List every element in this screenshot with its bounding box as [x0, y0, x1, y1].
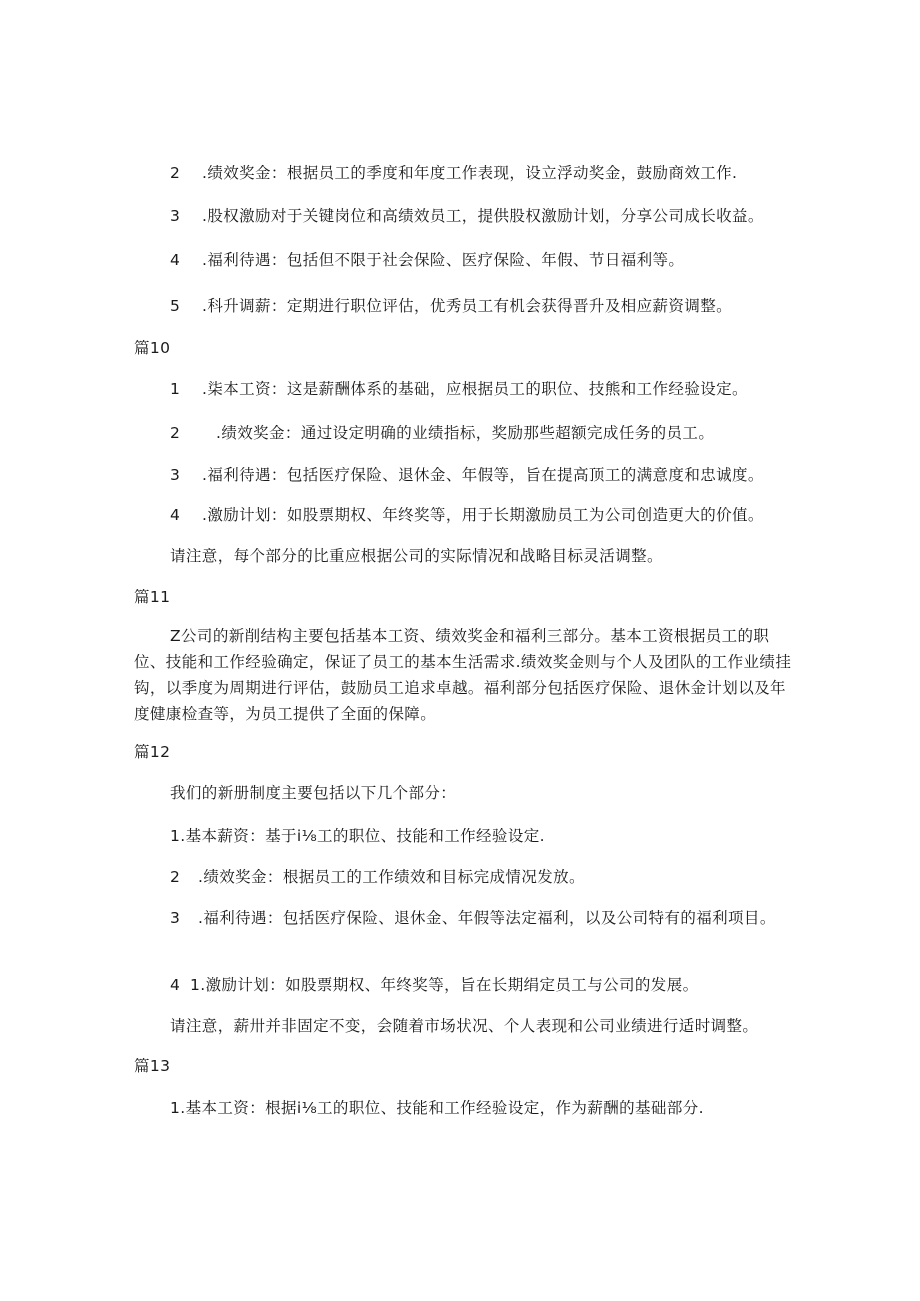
list-item: 4 .激励计划：如股票期权、年终奖等，用于长期激励员工为公司创造更大的价值。: [170, 506, 764, 524]
list-item: 5 .科升调薪：定期进行职位评估，优秀员工有机会获得晋升及相应薪资调整。: [170, 297, 733, 315]
list-item: 1 .柒本工资：这是薪酬体系的基础，应根据员工的职位、技熊和工作经验设定。: [170, 380, 748, 398]
note-text: 请注意，薪卅并非固定不变，会随着市场状况、个人表现和公司业绩进行适时调整。: [170, 1017, 759, 1035]
section-heading: 篇11: [134, 588, 171, 606]
section-heading: 篇12: [134, 743, 171, 761]
list-item: 2 .绩效奖金：根据员工的季度和年度工作表现，设立浮动奖金，鼓励商效工作.: [170, 164, 738, 182]
list-item: 3 .股权激励对于关键岗位和高绩效员工，提供股权激励计划，分享公司成长收益。: [170, 207, 764, 225]
list-item: 4 .福利待遇：包括但不限于社会保险、医疗保险、年假、节日福利等。: [170, 251, 685, 269]
section-heading: 篇13: [134, 1057, 171, 1075]
list-item: 3 .福利待遇：包括医疗保险、退休金、年假等，旨在提高顶工的满意度和忠诚度。: [170, 466, 764, 484]
intro-text: 我们的新册制度主要包括以下几个部分：: [170, 784, 457, 802]
note-text: 请注意，每个部分的比重应根据公司的实际情况和战略目标灵活调整。: [170, 547, 663, 565]
list-item: 2 .绩效奖金：通过设定明确的业绩指标，奖励那些超额完成任务的员工。: [170, 424, 715, 442]
list-item: 1.基本工资：根据i⅛工的职位、技能和工作经验设定，作为薪酬的基础部分.: [170, 1099, 704, 1117]
list-item: 3 .福利待遇：包括医疗保险、退休金、年假等法定福利，以及公司特有的福利项目。: [170, 909, 776, 927]
paragraph: Z公司的新削结构主要包括基本工资、绩效奖金和福利三部分。基本工资根据员工的职位、技能和工作经验确定，保证了员工的基本生活需求.绩效奖金则与个人及团队的工作业绩挂钩，以季度为周期进行评估，鼓励员工追求卓越。福利部分包括医疗保险、退休金计划以及年度健康检查等，为员工提供了全面的保障。: [134, 627, 792, 723]
list-item: 4 1.激励计划：如股票期权、年终奖等，旨在长期绢定员工与公司的发展。: [170, 976, 699, 994]
list-item: 1.基本薪资：基于i⅛工的职位、技能和工作经验设定.: [170, 827, 545, 845]
list-item: 2 .绩效奖金：根据员工的工作绩效和目标完成情况发放。: [170, 868, 585, 886]
section-heading: 篇10: [134, 339, 171, 357]
